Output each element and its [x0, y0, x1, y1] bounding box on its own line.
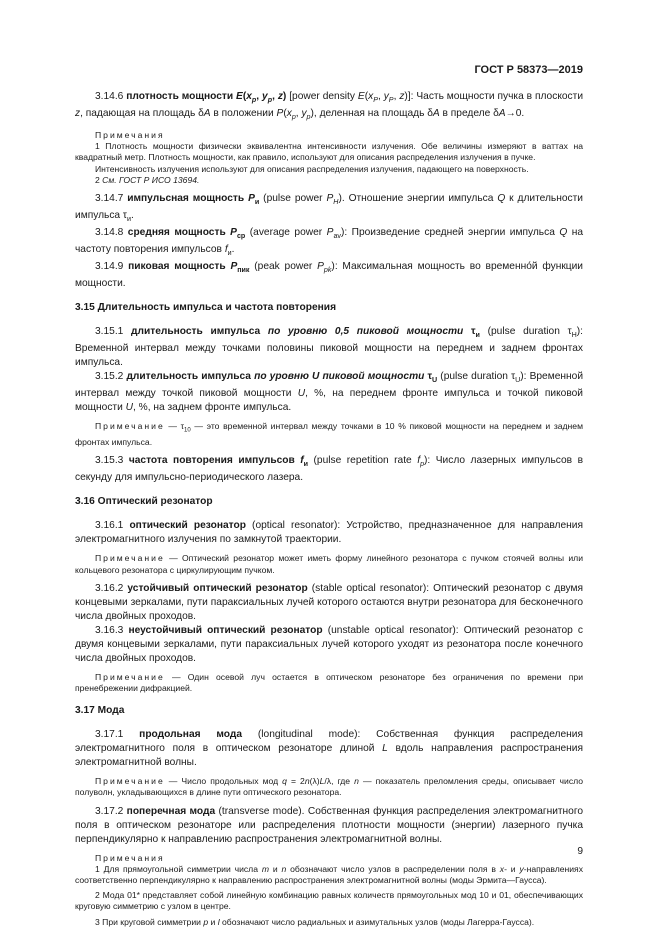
standard-header: ГОСТ Р 58373—2019: [474, 64, 583, 76]
note-text: 3 При круговой симметрии p и l обозначают число радиальных и азимутальных узлов (моды Лагерра-Гаусса).: [95, 916, 535, 927]
note-text: Интенсивность излучения используют для описания распределения излучения, падающего на поверхность.: [95, 163, 529, 174]
paragraph: 3.16.3 неустойчивый оптический резонатор (unstable optical resonator): Оптический резонатор с двумя концевыми зеркалами, пути параксиальных лучей которого уходят из резонатора после конечного числа двойных проходов.: [75, 624, 584, 664]
paragraph: 3.14.8 средняя мощность $P_{ср}$ (average power $P_{av}$): Произведение средней энергии импульса Q на частоту повторения импульсов $f_и$.: [75, 227, 584, 258]
note-text: Примечание — Один осевой луч остается в оптическом резонаторе без ограничения по времени при пренебрежении дифракцией.: [75, 671, 583, 694]
paragraph: 3.15.3 частота повторения импульсов $f_и$ (pulse repetition rate $f_p$): Число лазерных импульсов в секунду для импульсно-периодического лазера.: [75, 455, 583, 484]
note-text: Примечание — Оптический резонатор может иметь форму линейного резонатора с пучком стоячей волны или кольцевого резонатора с циркулирующим пучком.: [75, 553, 583, 575]
paragraph: 3.14.9 пиковая мощность $P_{пик}$ (peak power $P_{pk}$): Максимальная мощность во временно́й функции мощности.: [75, 261, 583, 290]
section-heading: 3.16 Оптический резонатор: [75, 496, 213, 508]
note-text: Примечание — Число продольных мод q = 2n(λ)L/λ, где n — показатель преломления среды, описывает число полуволн, укладывающихся в длине пути оптического резонатора.: [75, 776, 584, 798]
paragraph: 3.15.1 длительность импульса по уровню 0,5 пиковой мощности $\tau_и$ (pulse duration $\tau_H$): Временной интервал между точками половины пиковой мощности на переднем и заднем фронтах импульса.: [75, 326, 583, 369]
note-heading: Примечания: [95, 852, 165, 863]
paragraph: 3.14.7 импульсная мощность $P_и$ (pulse power $P_H$). Отношение энергии импульса Q к длительности импульса $\tau_и$.: [75, 193, 583, 224]
note-text: Примечание — $\tau_{10}$ — это временной интервал между точками в 10 % пиковой мощности на переднем и заднем фронтах импульса.: [75, 421, 583, 448]
note-text: 2 См. ГОСТ Р ИСО 13694.: [95, 174, 200, 185]
section-heading: 3.15 Длительность импульса и частота повторения: [75, 302, 337, 314]
note-heading: Примечания: [95, 130, 165, 141]
paragraph: 3.16.1 оптический резонатор (optical resonator): Устройство, предназначенное для направления электромагнитного излучения по замкнутой траектории.: [75, 520, 583, 546]
paragraph: 3.17.1 продольная мода (longitudinal mode): Собственная функция распределения электромагнитного поля в оптическом резонаторе длиной L вдоль направления распространения электромагнитной волны.: [75, 729, 584, 769]
page-number: 9: [577, 846, 583, 857]
note-text: 2 Мода 01* представляет собой линейную комбинацию равных количеств прямоугольных мод 10 и 01, обеспечивающих круговую симметрию с узлом в центре.: [75, 890, 583, 912]
paragraph: 3.15.2 длительность импульса по уровню U пиковой мощности $\tau_U$ (pulse duration $\tau_U$): Временной интервал между точкой пиковой мощности U, %, на переднем фронте импульса и точкой пиковой мощности U, %, на заднем фронте импульса.: [75, 371, 584, 414]
note-text: 1 Плотность мощности физически эквивалентна интенсивности излучения. Обе величины измеряют в ваттах на квадратный метр. Плотность мощности, как правило, используют для описания распределения излучения в пучке.: [75, 141, 583, 163]
section-heading: 3.17 Мода: [75, 705, 125, 717]
paragraph: 3.17.2 поперечная мода (transverse mode). Собственная функция распределения электромагнитного поля в оптическом резонаторе или распределения плотности мощности (энергии) лазерного пучка перпендикулярно к направлению распространения электромагнитной волны.: [75, 805, 584, 845]
note-text: 1 Для прямоугольной симметрии числа m и n обозначают число узлов в распределении поля в x- и y-направлениях соответственно перпендикулярно к направлению распространения электромагнитной волны (моды Эрмита—Гаусса).: [75, 863, 584, 886]
document-body: [75, 90, 583, 928]
paragraph: 3.14.6 плотность мощности $E(x_p$, $y_p$, z) [power density $E(x_P$, $y_P$, z)]: Часть мощности пучка в плоскости z, падающая на площадь δA в положении $P(x_p$, $y_p$), деленная на площадь δA в пределе δA→0.: [75, 91, 584, 122]
paragraph: 3.16.2 устойчивый оптический резонатор (stable optical resonator): Оптический резонатор с двумя концевыми зеркалами, пути параксиальных лучей которого остаются внутри резонатора для бесконечного числа двойных проходов.: [75, 582, 584, 622]
